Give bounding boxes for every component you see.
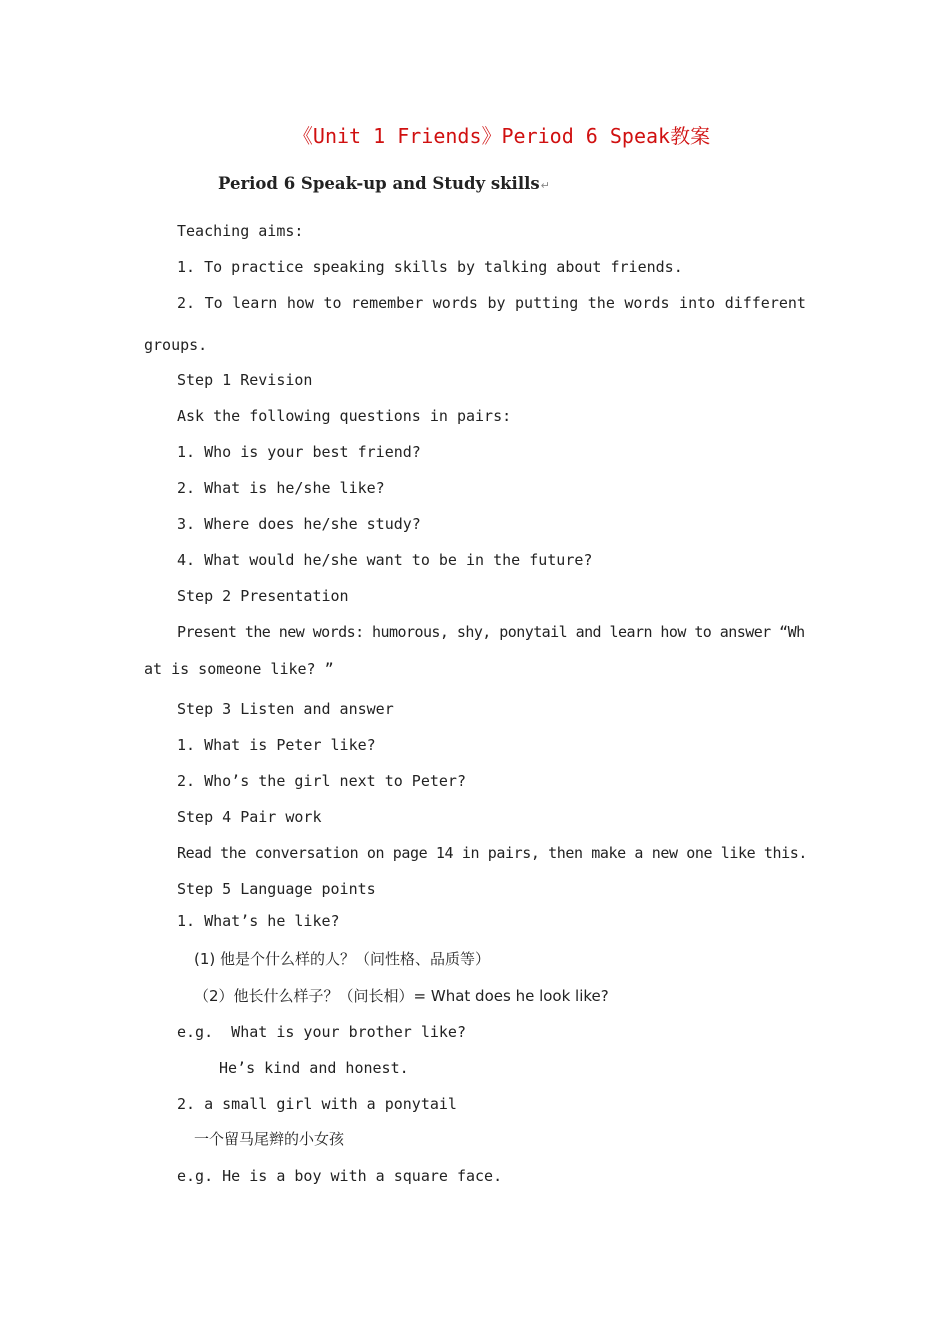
aim-2-word: different bbox=[724, 294, 806, 312]
subtitle-text: Period 6 Speak-up and Study skills bbox=[218, 174, 540, 193]
step-3-heading: Step 3 Listen and answer bbox=[177, 700, 394, 718]
document-subtitle bbox=[218, 172, 550, 198]
question-4: 4. What would he/she want to be in the future? bbox=[177, 551, 593, 569]
question-3: 3. Where does he/she study? bbox=[177, 515, 421, 533]
step-2-text: Present the new words: humorous, shy, ponytail and learn how to answer “Wh bbox=[177, 623, 805, 641]
teaching-aims-label: Teaching aims: bbox=[177, 222, 304, 240]
aim-2-word: remember bbox=[351, 294, 424, 312]
language-point-2: 2. a small girl with a ponytail bbox=[177, 1095, 457, 1113]
step-4-heading: Step 4 Pair work bbox=[177, 808, 322, 826]
aim-2-word: learn bbox=[232, 294, 278, 312]
question-1: 1. Who is your best friend? bbox=[177, 443, 421, 461]
language-point-1-example-answer: He’s kind and honest. bbox=[219, 1059, 409, 1077]
document-title: 《Unit 1 Friends》Period 6 Speak教案 bbox=[292, 124, 711, 148]
question-2: 2. What is he/she like? bbox=[177, 479, 385, 497]
aim-2-word: To bbox=[204, 294, 223, 312]
step-2-text-continued: at is someone like? ” bbox=[144, 660, 334, 678]
language-point-2-translation: 一个留马尾辫的小女孩 bbox=[194, 1130, 345, 1148]
aim-2-word: the bbox=[587, 294, 615, 312]
aim-2-word: words bbox=[432, 294, 478, 312]
step-2-heading: Step 2 Presentation bbox=[177, 587, 349, 605]
aim-2-word: how bbox=[286, 294, 314, 312]
aim-item-2-continued: groups. bbox=[144, 336, 208, 354]
language-point-1: 1. What’s he like? bbox=[177, 912, 340, 930]
language-point-1-meaning-b: （2）他长什么样子？（问长相）= What does he look like? bbox=[194, 987, 609, 1005]
step-3-question-2: 2. Who’s the girl next to Peter? bbox=[177, 772, 466, 790]
aim-2-word: putting bbox=[515, 294, 579, 312]
step-1-heading: Step 1 Revision bbox=[177, 371, 313, 389]
step-3-question-1: 1. What is Peter like? bbox=[177, 736, 376, 754]
aim-2-word: into bbox=[679, 294, 716, 312]
aim-item-1: 1. To practice speaking skills by talking about friends. bbox=[177, 258, 683, 276]
language-point-2-example: e.g. He is a boy with a square face. bbox=[177, 1167, 503, 1185]
aim-2-word: to bbox=[323, 294, 342, 312]
aim-2-word: 2. bbox=[177, 294, 196, 312]
aim-2-word: words bbox=[624, 294, 670, 312]
step-4-text: Read the conversation on page 14 in pairs, then make a new one like this. bbox=[177, 844, 808, 862]
language-point-1-example: e.g. What is your brother like? bbox=[177, 1023, 466, 1041]
step-5-heading: Step 5 Language points bbox=[177, 880, 376, 898]
language-point-1-meaning-a: (1) 他是个什么样的人？（问性格、品质等） bbox=[194, 950, 491, 968]
step-1-instruction: Ask the following questions in pairs: bbox=[177, 407, 512, 425]
aim-2-word: by bbox=[487, 294, 506, 312]
aim-item-2 bbox=[177, 293, 806, 313]
paragraph-mark-icon: ↵ bbox=[540, 179, 550, 192]
